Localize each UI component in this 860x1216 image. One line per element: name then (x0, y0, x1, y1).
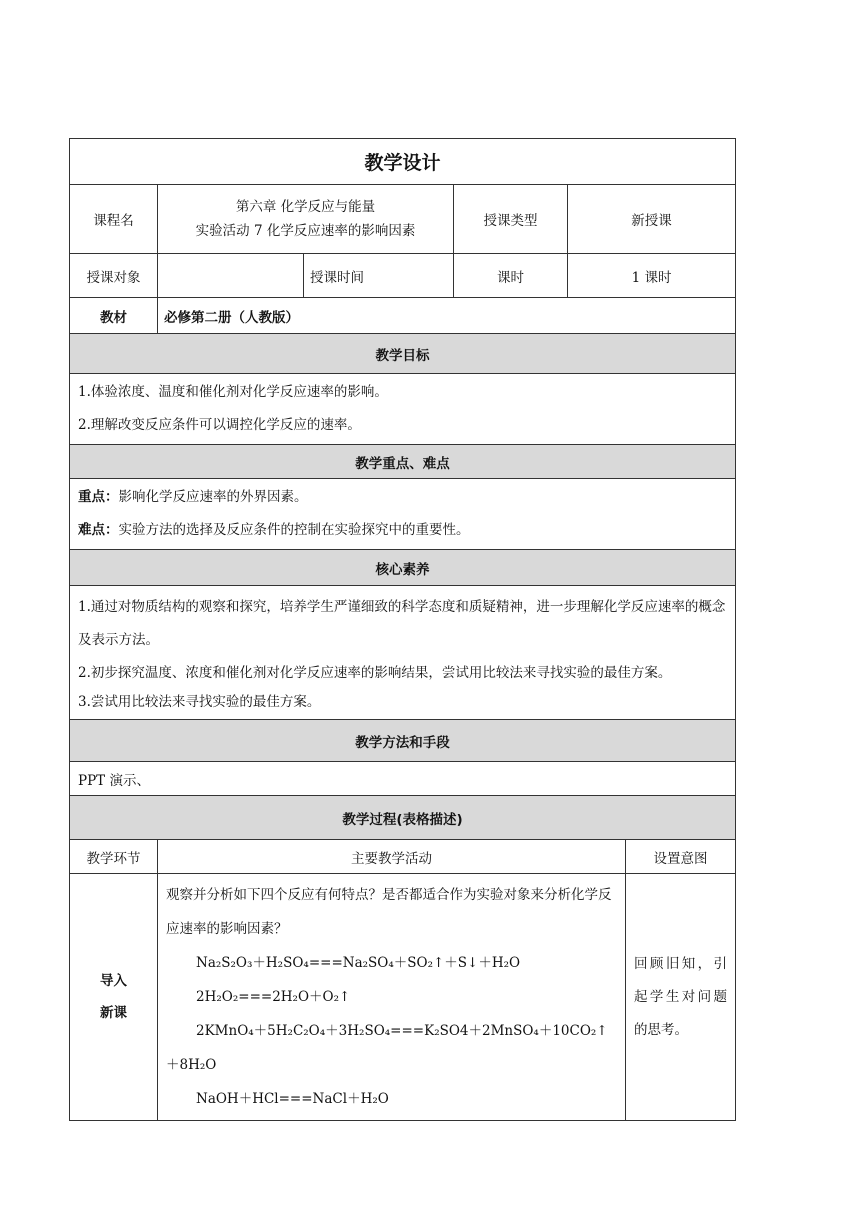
key-point-text: 影响化学反应速率的外界因素。 (118, 489, 308, 505)
audience-label: 授课对象 (70, 254, 158, 298)
objectives-heading: 教学目标 (70, 334, 736, 374)
class-hours-label: 课时 (454, 254, 568, 298)
process-col-stage: 教学环节 (70, 840, 158, 874)
lesson-plan-document (69, 138, 735, 1121)
page-title: 教学设计 (70, 139, 736, 185)
stage-line: 导入 (100, 973, 127, 989)
literacy-content (70, 586, 736, 720)
literacy-item: 3.尝试用比较法来寻找实验的最佳方案。 (78, 694, 321, 710)
process-col-intent: 设置意图 (626, 840, 736, 874)
course-activity: 实验活动 7 化学反应速率的影响因素 (195, 223, 416, 239)
course-type-value: 新授课 (568, 185, 736, 254)
key-point-line (78, 481, 727, 514)
literacy-item: 1.通过对物质结构的观察和探究，培养学生严谨细致的科学态度和质疑精神，进一步理解化学反应速率的概念及表示方法。 (78, 599, 726, 648)
process-intent-content: 回顾旧知，引起学生对问题的思考。 (626, 874, 736, 1121)
process-stage-intro (70, 874, 158, 1121)
literacy-heading: 核心素养 (70, 550, 736, 586)
stage-line: 新课 (100, 1005, 127, 1021)
difficult-point-text: 实验方法的选择及反应条件的控制在实验探究中的重要性。 (118, 522, 470, 538)
key-points-content (70, 479, 736, 550)
process-heading: 教学过程(表格描述) (70, 796, 736, 840)
lesson-plan-table (69, 138, 736, 1121)
reaction-equation: NaOH＋HCl===NaCl＋H₂O (196, 1091, 389, 1107)
reaction-equation: 2H₂O₂===2H₂O＋O₂↑ (196, 989, 351, 1005)
course-chapter: 第六章 化学反应与能量 (235, 199, 376, 215)
methods-content: PPT 演示、 (70, 762, 736, 796)
difficult-point-label: 难点： (78, 522, 119, 538)
course-type-label: 授课类型 (454, 185, 568, 254)
course-name-label: 课程名 (70, 185, 158, 254)
process-col-activity: 主要教学活动 (158, 840, 626, 874)
intro-question: 观察并分析如下四个反应有何特点？是否都适合作为实验对象来分析化学反应速率的影响因素？ (166, 887, 612, 937)
key-points-heading: 教学重点、难点 (70, 445, 736, 479)
key-point-label: 重点： (78, 489, 119, 505)
objective-item: 1.体验浓度、温度和催化剂对化学反应速率的影响。 (78, 384, 388, 400)
reaction-equation: 2KMnO₄＋5H₂C₂O₄＋3H₂SO₄===K₂SO4＋2MnSO₄＋10CO₂↑＋8H₂O (166, 1023, 608, 1073)
difficult-point-line (78, 514, 727, 547)
teaching-time-label: 授课时间 (304, 254, 454, 298)
objectives-content (70, 374, 736, 445)
audience-value (158, 254, 304, 298)
reaction-equation: Na₂S₂O₃＋H₂SO₄===Na₂SO₄＋SO₂↑＋S↓＋H₂O (196, 955, 521, 971)
process-activity-content (158, 874, 626, 1121)
literacy-item: 2.初步探究温度、浓度和催化剂对化学反应速率的影响结果，尝试用比较法来寻找实验的最佳方案。 (78, 665, 672, 681)
methods-heading: 教学方法和手段 (70, 720, 736, 762)
course-name-value (158, 185, 454, 254)
objective-item: 2.理解改变反应条件可以调控化学反应的速率。 (78, 417, 361, 433)
textbook-value: 必修第二册（人教版） (158, 298, 736, 334)
textbook-label: 教材 (70, 298, 158, 334)
class-hours-value: 1 课时 (568, 254, 736, 298)
